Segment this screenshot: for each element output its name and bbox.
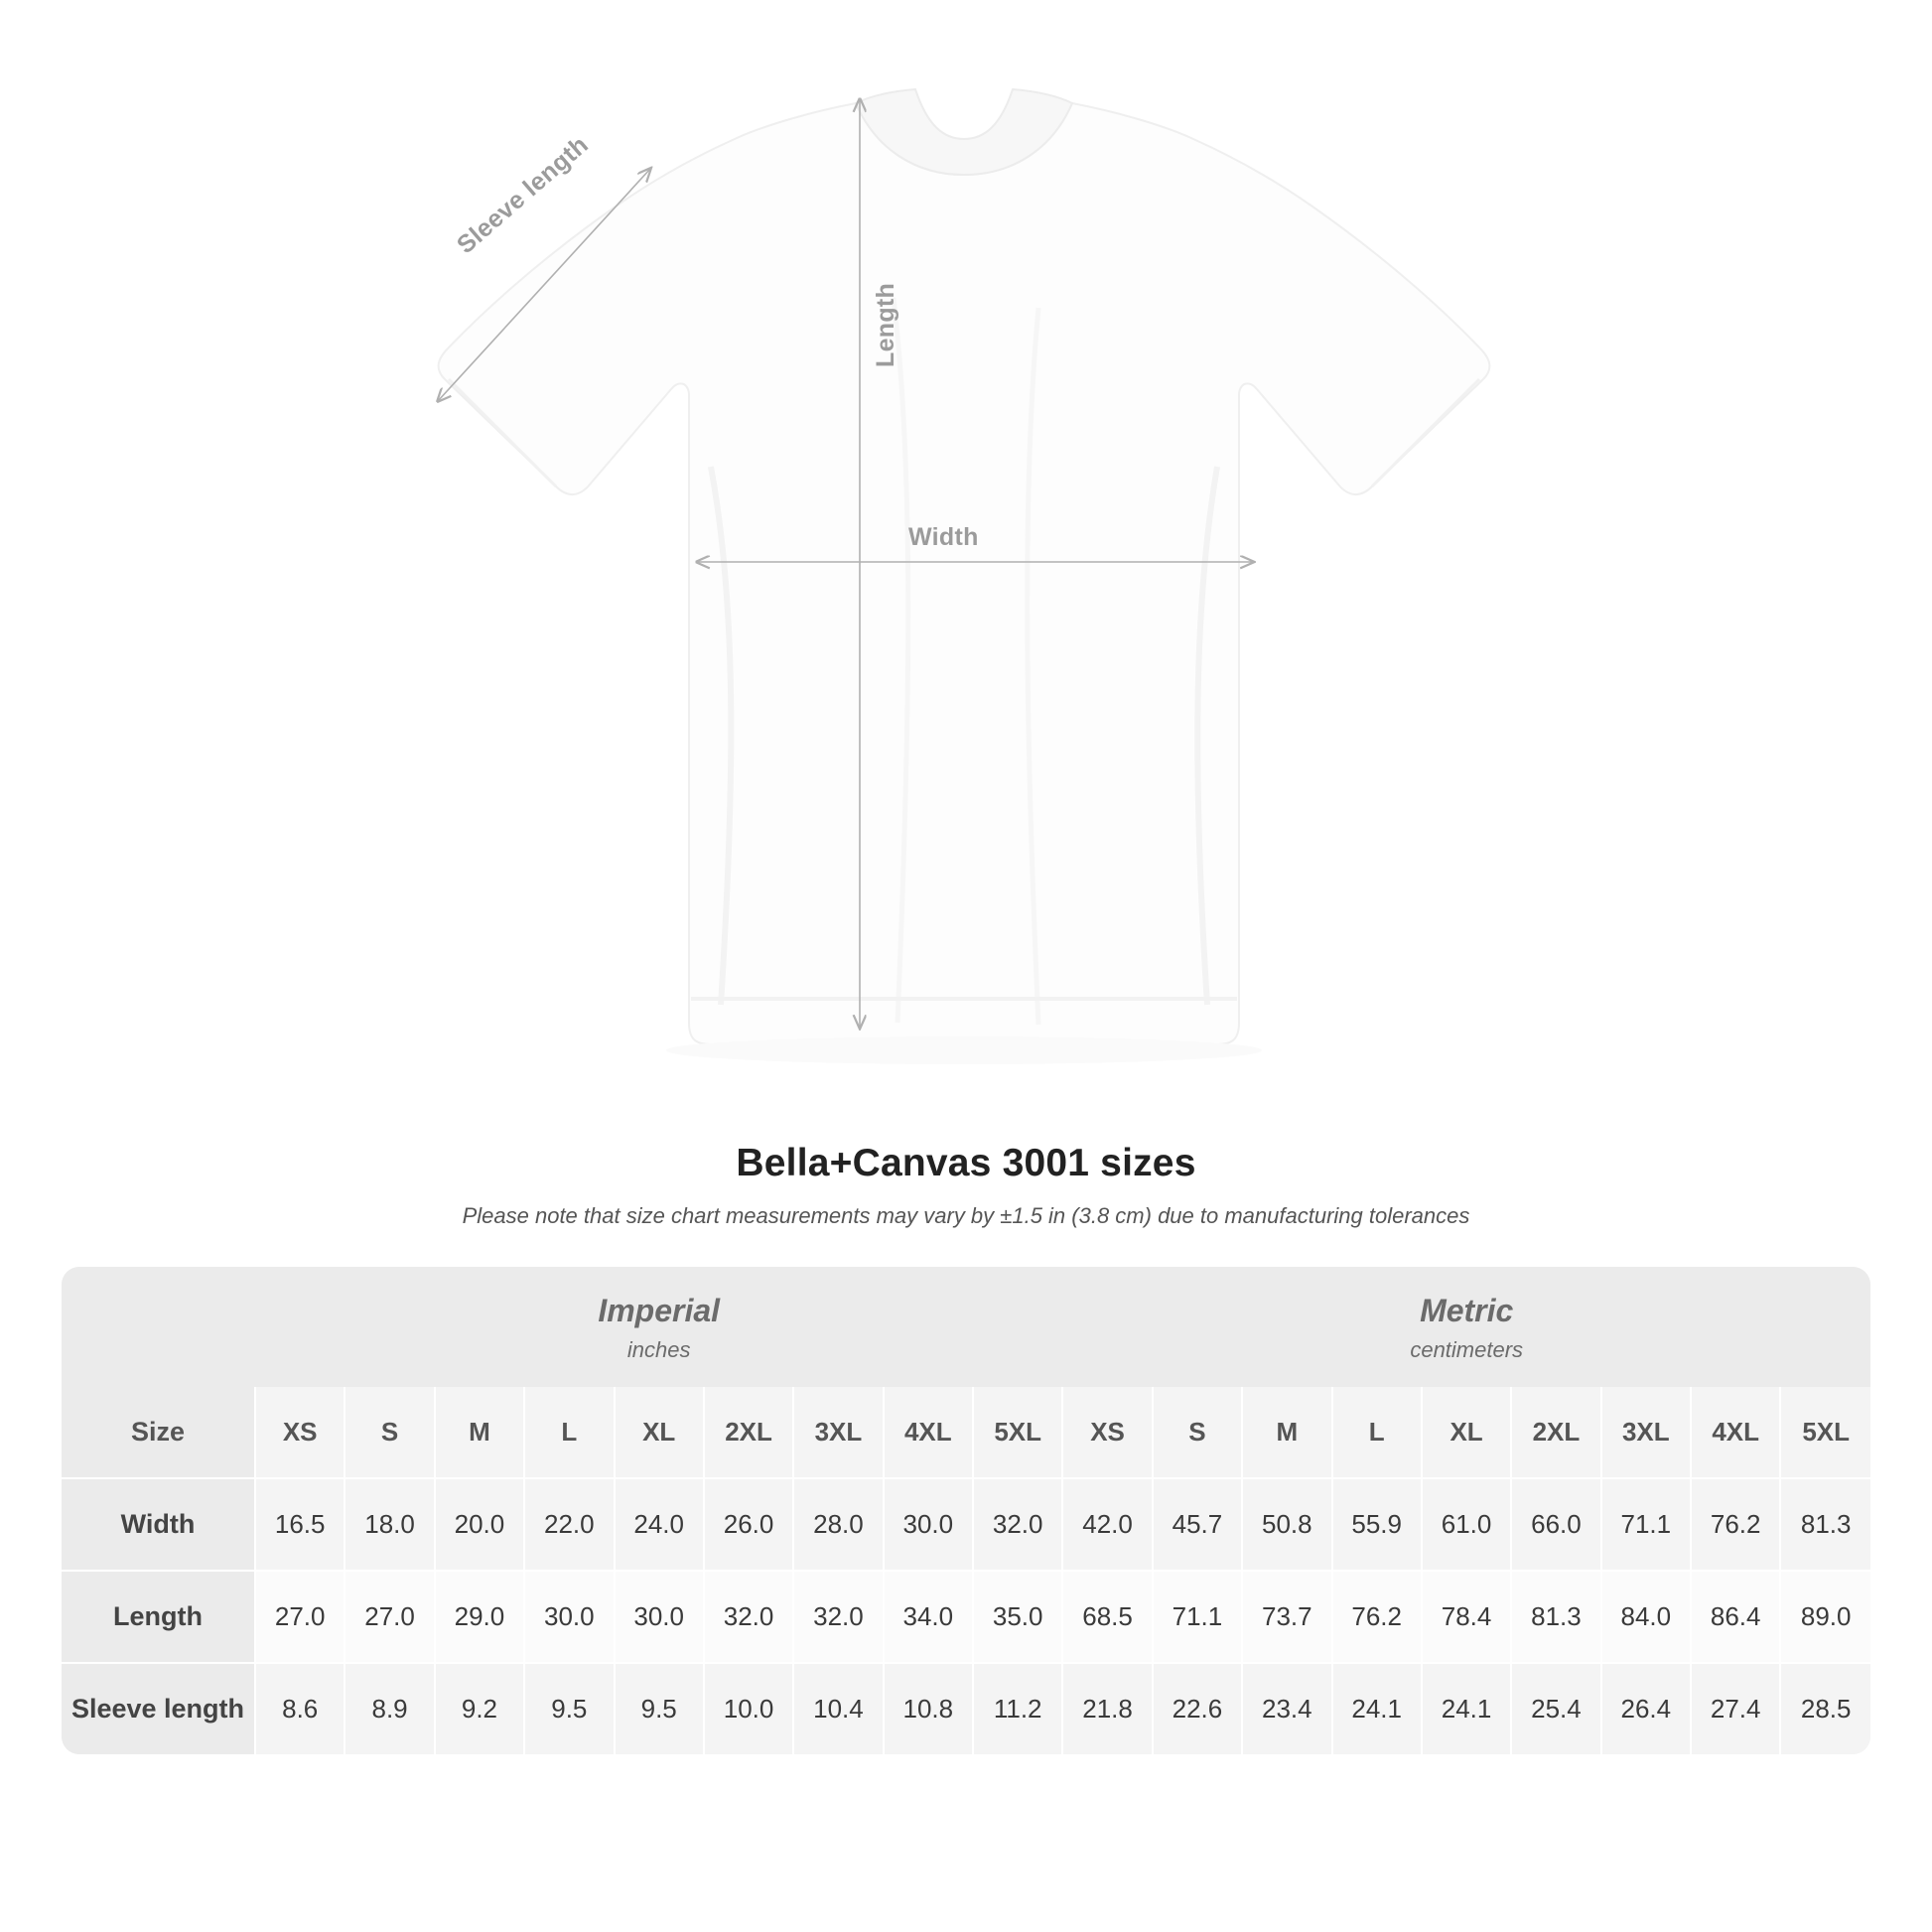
- unit-group-imperial: [255, 1267, 1062, 1387]
- measurement-cell: 32.0: [973, 1478, 1062, 1571]
- size-header-cell: L: [1332, 1387, 1422, 1478]
- measurement-cell: 22.0: [524, 1478, 614, 1571]
- size-header-cell: 5XL: [1780, 1387, 1870, 1478]
- measurement-cell: 11.2: [973, 1663, 1062, 1754]
- measurement-cell: 8.9: [345, 1663, 434, 1754]
- width-label: Width: [908, 523, 979, 551]
- unit-group-sub: centimeters: [1410, 1337, 1524, 1362]
- size-header-cell: 2XL: [1511, 1387, 1600, 1478]
- size-header-label: Size: [62, 1387, 255, 1478]
- measurement-cell: 61.0: [1422, 1478, 1511, 1571]
- measurement-cell: 27.0: [345, 1571, 434, 1663]
- measurement-cell: 42.0: [1062, 1478, 1152, 1571]
- measurement-cell: 22.6: [1153, 1663, 1242, 1754]
- size-header-cell: 2XL: [704, 1387, 793, 1478]
- size-header-cell: XS: [255, 1387, 345, 1478]
- measurement-cell: 26.4: [1601, 1663, 1691, 1754]
- row-label: Width: [62, 1478, 255, 1571]
- measurement-cell: 32.0: [793, 1571, 883, 1663]
- table-row: [62, 1571, 1870, 1663]
- measurement-cell: 9.2: [435, 1663, 524, 1754]
- measurement-cell: 9.5: [615, 1663, 704, 1754]
- measurement-cell: 8.6: [255, 1663, 345, 1754]
- measurement-cell: 25.4: [1511, 1663, 1600, 1754]
- row-label: Sleeve length: [62, 1663, 255, 1754]
- page-subtitle: Please note that size chart measurements may vary by ±1.5 in (3.8 cm) due to manufacturing tolerances: [462, 1203, 1470, 1228]
- measurement-cell: 30.0: [615, 1571, 704, 1663]
- measurement-cell: 29.0: [435, 1571, 524, 1663]
- measurement-cell: 9.5: [524, 1663, 614, 1754]
- measurement-cell: 21.8: [1062, 1663, 1152, 1754]
- size-header-cell: 4XL: [884, 1387, 973, 1478]
- measurement-cell: 24.1: [1332, 1663, 1422, 1754]
- measurement-cell: 30.0: [524, 1571, 614, 1663]
- measurement-cell: 27.4: [1691, 1663, 1780, 1754]
- unit-row-spacer: [62, 1267, 255, 1387]
- unit-group-metric: [1062, 1267, 1870, 1387]
- measurement-cell: 73.7: [1242, 1571, 1331, 1663]
- table-row: [62, 1478, 1870, 1571]
- measurement-cell: 45.7: [1153, 1478, 1242, 1571]
- measurement-cell: 28.5: [1780, 1663, 1870, 1754]
- unit-group-sub: inches: [626, 1337, 691, 1362]
- measurement-cell: 20.0: [435, 1478, 524, 1571]
- measurement-cell: 71.1: [1153, 1571, 1242, 1663]
- measurement-cell: 35.0: [973, 1571, 1062, 1663]
- measurement-cell: 66.0: [1511, 1478, 1600, 1571]
- measurement-cell: 89.0: [1780, 1571, 1870, 1663]
- size-header-cell: S: [345, 1387, 434, 1478]
- measurement-cell: 55.9: [1332, 1478, 1422, 1571]
- measurement-cell: 84.0: [1601, 1571, 1691, 1663]
- unit-group-name: Metric: [1420, 1293, 1514, 1328]
- measurement-cell: 81.3: [1780, 1478, 1870, 1571]
- measurement-cell: 23.4: [1242, 1663, 1331, 1754]
- page-title: Bella+Canvas 3001 sizes: [736, 1142, 1196, 1184]
- size-header-cell: 5XL: [973, 1387, 1062, 1478]
- size-header-cell: S: [1153, 1387, 1242, 1478]
- measurement-cell: 76.2: [1332, 1571, 1422, 1663]
- size-header-cell: XL: [615, 1387, 704, 1478]
- measurement-cell: 24.1: [1422, 1663, 1511, 1754]
- length-label: Length: [872, 282, 899, 367]
- table-row: [62, 1663, 1870, 1754]
- measurement-cell: 10.0: [704, 1663, 793, 1754]
- measurement-cell: 10.8: [884, 1663, 973, 1754]
- size-header-cell: XL: [1422, 1387, 1511, 1478]
- size-header-cell: M: [1242, 1387, 1331, 1478]
- size-header-cell: L: [524, 1387, 614, 1478]
- size-header-cell: XS: [1062, 1387, 1152, 1478]
- title-block: [0, 1142, 1932, 1229]
- size-header-row: [62, 1387, 1870, 1478]
- size-header-cell: 4XL: [1691, 1387, 1780, 1478]
- measurement-cell: 76.2: [1691, 1478, 1780, 1571]
- measurement-cell: 30.0: [884, 1478, 973, 1571]
- row-label: Length: [62, 1571, 255, 1663]
- size-table: [62, 1267, 1870, 1754]
- measurement-cell: 32.0: [704, 1571, 793, 1663]
- unit-system-row: [62, 1267, 1870, 1387]
- measurement-cell: 27.0: [255, 1571, 345, 1663]
- measurement-cell: 26.0: [704, 1478, 793, 1571]
- measurement-cell: 81.3: [1511, 1571, 1600, 1663]
- sleeve-length-label: Sleeve length: [452, 130, 594, 260]
- unit-group-name: Imperial: [598, 1293, 721, 1328]
- measurement-cell: 18.0: [345, 1478, 434, 1571]
- size-table-wrapper: [62, 1267, 1870, 1754]
- measurement-cell: 28.0: [793, 1478, 883, 1571]
- measurement-cell: 71.1: [1601, 1478, 1691, 1571]
- measurement-cell: 10.4: [793, 1663, 883, 1754]
- measurement-cell: 50.8: [1242, 1478, 1331, 1571]
- measurement-cell: 86.4: [1691, 1571, 1780, 1663]
- size-header-cell: 3XL: [793, 1387, 883, 1478]
- measurement-cell: 34.0: [884, 1571, 973, 1663]
- tshirt-shape: [439, 89, 1490, 1064]
- size-header-cell: M: [435, 1387, 524, 1478]
- measurement-cell: 78.4: [1422, 1571, 1511, 1663]
- measurement-cell: 16.5: [255, 1478, 345, 1571]
- size-header-cell: 3XL: [1601, 1387, 1691, 1478]
- measurement-cell: 68.5: [1062, 1571, 1152, 1663]
- measurement-cell: 24.0: [615, 1478, 704, 1571]
